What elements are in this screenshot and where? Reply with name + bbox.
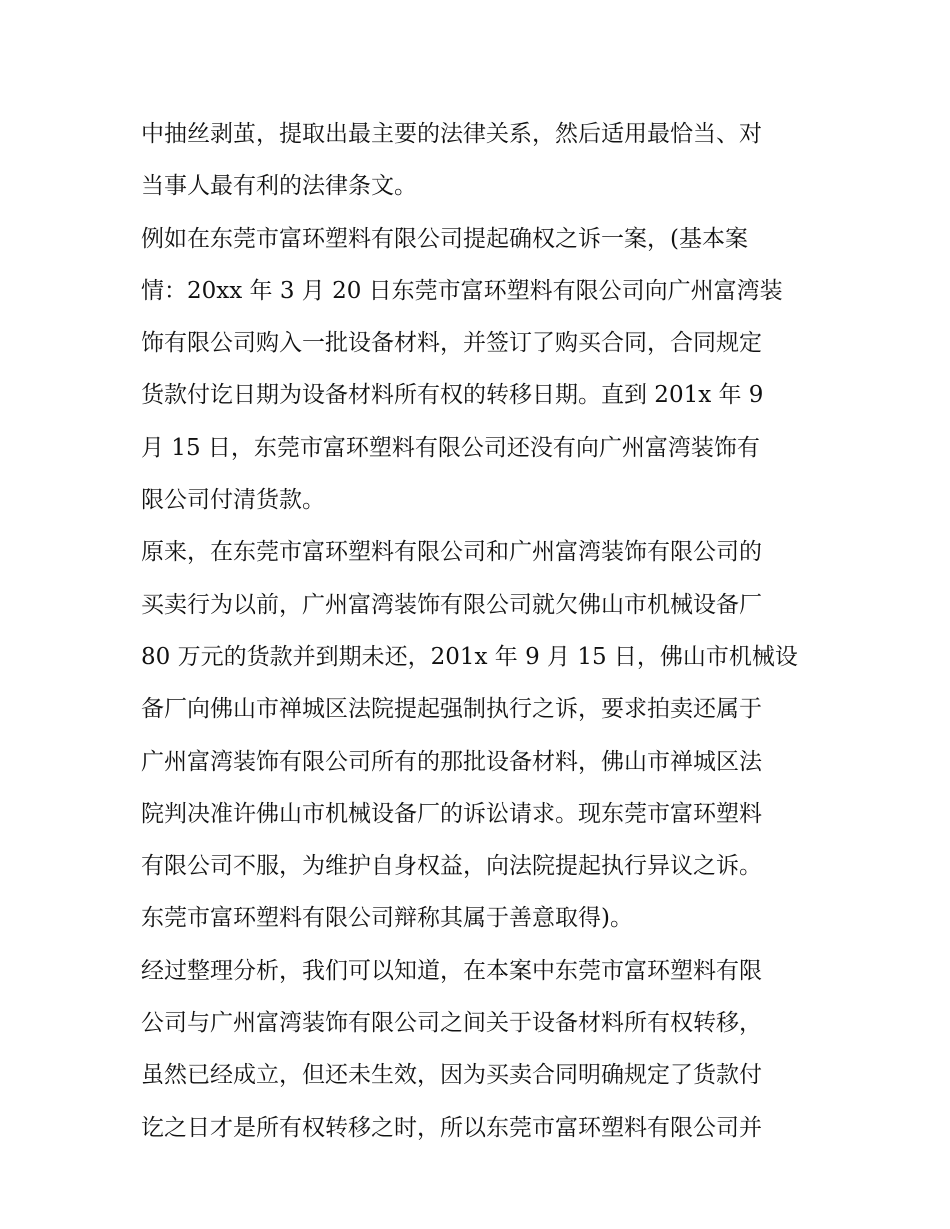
text-line: 有限公司不服，为维护自身权益，向法院提起执行异议之诉。 (141, 853, 762, 880)
text-line: 例如在东莞市富环塑料有限公司提起确权之诉一案，(基本案 (141, 225, 748, 252)
text-line: 饰有限公司购入一批设备材料，并签订了购买合同，合同规定 (141, 330, 762, 357)
text-line: 讫之日才是所有权转移之时，所以东莞市富环塑料有限公司并 (141, 1114, 762, 1141)
text-line: 情：20xx 年 3 月 20 日东莞市富环塑料有限公司向广州富湾装 (141, 277, 783, 304)
text-line: 货款付讫日期为设备材料所有权的转移日期。直到 201x 年 9 (141, 382, 764, 409)
text-line: 原来，在东莞市富环塑料有限公司和广州富湾装饰有限公司的 (141, 539, 762, 566)
text-line: 买卖行为以前，广州富湾装饰有限公司就欠佛山市机械设备厂 (141, 591, 762, 618)
text-line: 公司与广州富湾装饰有限公司之间关于设备材料所有权转移， (141, 1010, 762, 1037)
text-line: 东莞市富环塑料有限公司辩称其属于善意取得)。 (141, 905, 633, 932)
text-line: 院判决准许佛山市机械设备厂的诉讼请求。现东莞市富环塑料 (141, 800, 762, 827)
text-line: 经过整理分析，我们可以知道，在本案中东莞市富环塑料有限 (141, 957, 762, 984)
text-line: 中抽丝剥茧，提取出最主要的法律关系，然后适用最恰当、对 (141, 121, 762, 147)
text-line: 当事人最有利的法律条文。 (141, 173, 417, 200)
body-text (141, 108, 821, 1154)
text-line: 虽然已经成立，但还未生效，因为买卖合同明确规定了货款付 (141, 1062, 762, 1089)
text-line: 备厂向佛山市禅城区法院提起强制执行之诉，要求拍卖还属于 (141, 696, 762, 723)
text-line: 广州富湾装饰有限公司所有的那批设备材料，佛山市禅城区法 (141, 748, 762, 775)
text-line: 80 万元的货款并到期未还，201x 年 9 月 15 日，佛山市机械设 (141, 643, 798, 670)
text-line: 月 15 日，东莞市富环塑料有限公司还没有向广州富湾装饰有 (141, 434, 760, 461)
text-line: 限公司付清货款。 (141, 487, 325, 514)
